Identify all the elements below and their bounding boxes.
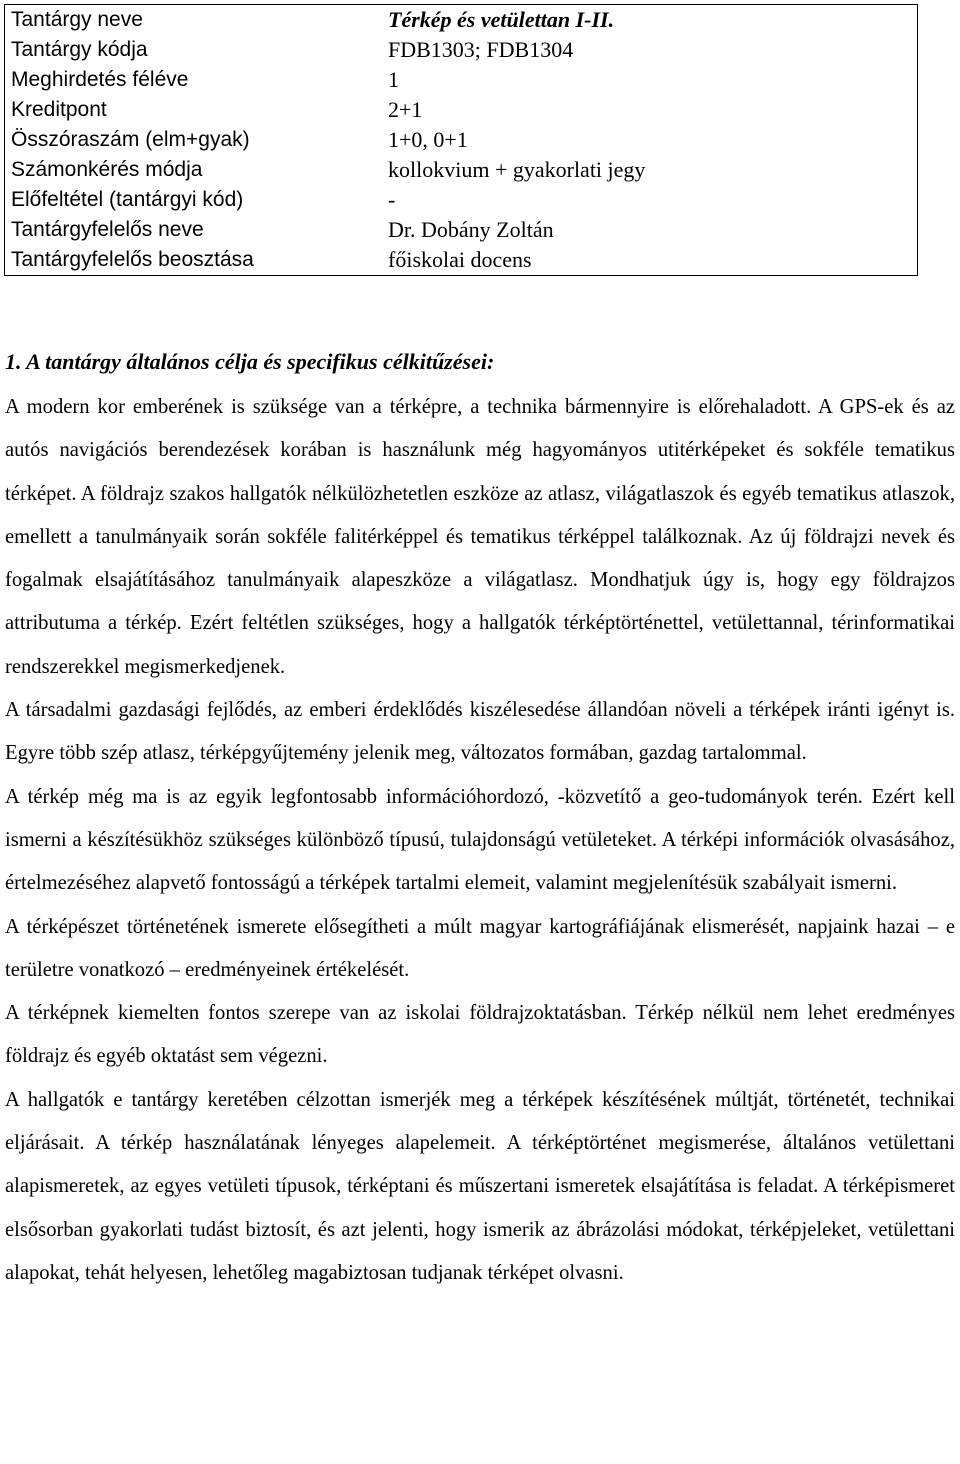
hours-row [5, 125, 918, 155]
course-info-table [4, 4, 918, 276]
prerequisite-row [5, 185, 918, 215]
credit-label: Kreditpont [11, 98, 107, 121]
lecturer-position-row [5, 245, 918, 276]
prerequisite-value: - [388, 187, 396, 212]
paragraph-1: A modern kor emberének is szüksége van a térképre, a technika bármennyire is előrehaladott. A GPS-ek és az autós navigációs berendezések korában is használunk még hagyományos utitérképeket és sokféle tematikus térképet. A földrajz szakos hallgatók nélkülözhetetlen eszköze az atlasz, világatlaszok és egyéb tematikus atlaszok, emellett a tanulmányaik során sokféle falitérképpel és tematikus térképpel találkoznak. Az új földrajzi nevek és fogalmak elsajátításához tanulmányaik alapeszköze a világatlasz. Mondhatjuk úgy is, hogy egy földrajzos attributuma a térkép. Ezért feltétlen szükséges, hogy a hallgatók térképtörténettel, vetülettannal, térinformatikai rendszerekkel megismerkedjenek. [5, 396, 955, 678]
semester-label: Meghirdetés féléve [11, 68, 189, 91]
course-code-row [5, 35, 918, 65]
course-name-row [5, 5, 918, 36]
section-body [5, 386, 955, 1295]
lecturer-name-row [5, 215, 918, 245]
assessment-value: kollokvium + gyakorlati jegy [388, 157, 646, 182]
assessment-label: Számonkérés módja [11, 158, 203, 181]
course-name-value: Térkép és vetülettan I-II. [388, 7, 615, 32]
hours-value: 1+0, 0+1 [388, 127, 468, 152]
section-heading: 1. A tantárgy általános célja és specifikus célkitűzései: [5, 349, 495, 374]
course-code-label: Tantárgy kódja [11, 38, 148, 61]
lecturer-name-value: Dr. Dobány Zoltán [388, 217, 554, 242]
paragraph-6: A hallgatók e tantárgy keretében célzottan ismerjék meg a térképek készítésének múltját, történetét, technikai eljárásait. A térkép használatának lényeges alapelemeit. A térképtörténet megismerése, általános vetülettani alapismeretek, az egyes vetületi típusok, térképtani és műszertani ismeretek elsajátítása is feladat. A térképismeret elsősorban gyakorlati tudást biztosít, és azt jelenti, hogy ismerik az ábrázolási módokat, térképjeleket, vetülettani alapokat, tehát helyesen, lehetőleg magabiztosan tudjanak térképet olvasni. [5, 1088, 955, 1284]
credit-value: 2+1 [388, 97, 423, 122]
paragraph-3: A térkép még ma is az egyik legfontosabb információhordozó, -közvetítő a geo-tudományok terén. Ezért kell ismerni a készítésükhöz szükséges különböző típusú, tulajdonságú vetületeket. A térképi információk olvasásához, értelmezéséhez alapvető fontosságú a térképek tartalmi elemeit, valamint megjelenítésük szabályait ismerni. [5, 785, 955, 895]
course-name-label: Tantárgy neve [11, 8, 143, 31]
paragraph-5: A térképnek kiemelten fontos szerepe van az iskolai földrajzoktatásban. Térkép nélkül nem lehet eredményes földrajz és egyéb oktatást sem végezni. [5, 1002, 955, 1068]
assessment-row [5, 155, 918, 185]
credit-row [5, 95, 918, 125]
lecturer-position-label: Tantárgyfelelős beosztása [11, 248, 254, 271]
semester-value: 1 [388, 67, 399, 92]
paragraph-2: A társadalmi gazdasági fejlődés, az emberi érdeklődés kiszélesedése állandóan növeli a térképek iránti igényt is. Egyre több szép atlasz, térképgyűjtemény jelenik meg, változatos formában, gazdag tartalommal. [5, 699, 955, 765]
lecturer-name-label: Tantárgyfelelős neve [11, 218, 204, 241]
course-code-value: FDB1303; FDB1304 [388, 37, 574, 62]
hours-label: Összóraszám (elm+gyak) [11, 128, 250, 151]
prerequisite-label: Előfeltétel (tantárgyi kód) [11, 188, 244, 211]
lecturer-position-value: főiskolai docens [388, 247, 532, 272]
paragraph-4: A térképészet történetének ismerete elősegítheti a múlt magyar kartográfiájának elismerését, napjaink hazai – e területre vonatkozó – eredményeinek értékelését. [5, 915, 955, 981]
semester-row [5, 65, 918, 95]
